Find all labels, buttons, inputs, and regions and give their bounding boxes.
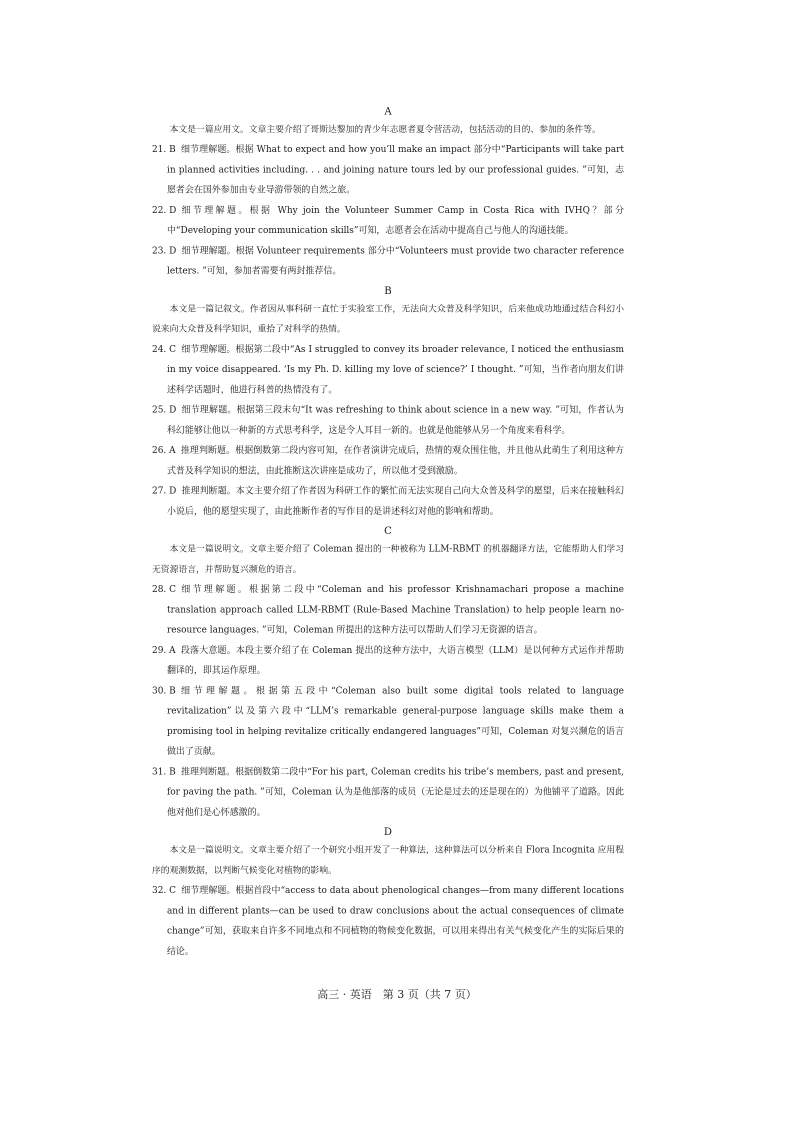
answer-number: 25. D [152, 405, 177, 416]
section-title: C [384, 524, 392, 537]
answer-explanation: 细节理解题。根据 What to expect and how you’ll make an impact 部分中“Participants will take part in planned activities including. . . and joining nature tours led by our professional guides. ”可知，志愿者会在国外参加由专业导游带领的自然之旅。 [166, 145, 624, 196]
answer-item [152, 400, 624, 440]
answer-number: 29. A [152, 645, 176, 656]
answer-number: 31. B [152, 767, 176, 777]
answer-explanation: 细节理解题。根据 Why join the Volunteer Summer Camp in Costa Rica with IVHQ？部分中“Developing your communication skills”可知，志愿者会在活动中提高自己与他人的沟通技能。 [166, 205, 624, 236]
answer-item [152, 340, 624, 401]
answer-item [152, 681, 624, 762]
section-intro: 本文是一篇说明文。文章主要介绍了 Coleman 提出的一种被称为 LLM-RBMT 的机器翻译方法，它能帮助人们学习无资源语言，并帮助复兴濒危的语言。 [152, 544, 624, 575]
answer-number: 21. B [152, 145, 176, 155]
answer-item [152, 140, 624, 201]
answer-explanation: 细节理解题。根据第五段中“Coleman also built some digital tools related to language revitalization”以及第六段中“LLM’s remarkable general-purpose language skills make them a promising tool in helping revitalize critically endangered languages”可知，Coleman 对复兴濒危的语言做出了贡献。 [166, 686, 624, 757]
answer-item [152, 641, 624, 681]
answer-number: 28. C [152, 585, 176, 595]
answer-item [152, 201, 624, 241]
answer-number: 30. B [152, 686, 176, 696]
answer-number: 23. D [152, 246, 177, 256]
section-title: D [383, 825, 393, 838]
section-intro: 本文是一篇应用文。文章主要介绍了哥斯达黎加的青少年志愿者夏令营活动，包括活动的目的、参加的条件等。 [169, 124, 601, 135]
section-d [152, 823, 624, 962]
answer-explanation: 细节理解题。根据第二段中“As I struggled to convey its broader relevance, I noticed the enthusiasm in my voice disappeared. ‘Is my Ph. D. killing my love of science?’ I thought. ”可知，当作者向朋友们讲述科学话题时，他进行科普的热情没有了。 [166, 344, 624, 396]
answer-explanation: 细节理解题。根据首段中“access to data about phenological changes—from many different locations and in different plants—can be used to draw conclusions about the actual consequences of climate change”可知，获取来自许多不同地点和不同植物的物候变化数据，可以用来得出有关气候变化产生的实际后果的结论。 [166, 886, 624, 957]
answer-explanation: 段落大意题。本段主要介绍了在 Coleman 提出的这种方法中，大语言模型（LLM）是以何种方式运作并帮助翻译的，即其运作原理。 [166, 645, 624, 676]
answer-item [152, 441, 624, 481]
answer-item [152, 580, 624, 641]
answer-item [152, 241, 624, 281]
answer-explanation: 细节理解题。根据第三段末句“It was refreshing to think about science in a new way. ”可知，作者认为科幻能够让他以一种新的方式思考科学，这是令人耳目一新的。也就是他能够从另一个角度来看科学。 [166, 405, 624, 436]
page-footer: 高三 · 英语 第 3 页（共 7 页） [317, 988, 477, 1001]
answer-number: 27. D [152, 486, 177, 497]
answer-item [152, 881, 624, 962]
answer-item [152, 762, 624, 823]
section-intro: 本文是一篇记叙文。作者因从事科研一直忙于实验室工作，无法向大众普及科学知识，后来他成功地通过结合科幻小说来向大众普及科学知识，重拾了对科学的热情。 [152, 304, 624, 335]
answer-explanation: 推理判断题。根据倒数第二段中“For his part, Coleman credits his tribe’s members, past and present, for paving the path. ”可知，Coleman 认为是他部落的成员（无论是过去的还是现在的）为他铺平了道路。因此他对他们是心怀感激的。 [166, 767, 624, 818]
answer-number: 26. A [152, 446, 176, 456]
answer-explanation: 推理判断题。本文主要介绍了作者因为科研工作的繁忙而无法实现自己向大众普及科学的愿望，后来在接触科幻小说后，他的愿望实现了，由此推断作者的写作目的是讲述科幻对他的影响和帮助。 [166, 486, 624, 517]
answer-explanation: 推理判断题。根据倒数第二段内容可知，在作者演讲完成后，热情的观众围住他，并且他从此萌生了利用这种方式普及科学知识的想法，由此推断这次讲座是成功了，所以他才受到激励。 [166, 446, 624, 476]
section-intro: 本文是一篇说明文。文章主要介绍了一个研究小组开发了一种算法，这种算法可以分析来自 Flora Incognita 应用程序的观测数据，以判断气候变化对植物的影响。 [152, 845, 624, 876]
answer-explanation: 细节理解题。根据 Volunteer requirements 部分中“Volunteers must provide two character reference letters. ”可知，参加者需要有两封推荐信。 [166, 246, 624, 277]
section-title: A [384, 104, 392, 117]
section-title: B [384, 284, 392, 297]
answer-explanation: 细节理解题。根据第二段中“Coleman and his professor Krishnamachari propose a machine translation approach called LLM-RBMT (Rule-Based Machine Translation) to help people learn no-resource languages. ”可知，Coleman 所提出的这种方法可以帮助人们学习无资源的语言。 [166, 585, 624, 636]
answer-key-content [152, 102, 624, 962]
section-b [152, 282, 624, 522]
section-a [152, 102, 624, 282]
answer-number: 32. C [152, 886, 176, 896]
answer-item [152, 481, 624, 521]
answer-number: 24. C [152, 344, 176, 355]
answer-number: 22. D [152, 205, 177, 216]
section-c [152, 522, 624, 823]
